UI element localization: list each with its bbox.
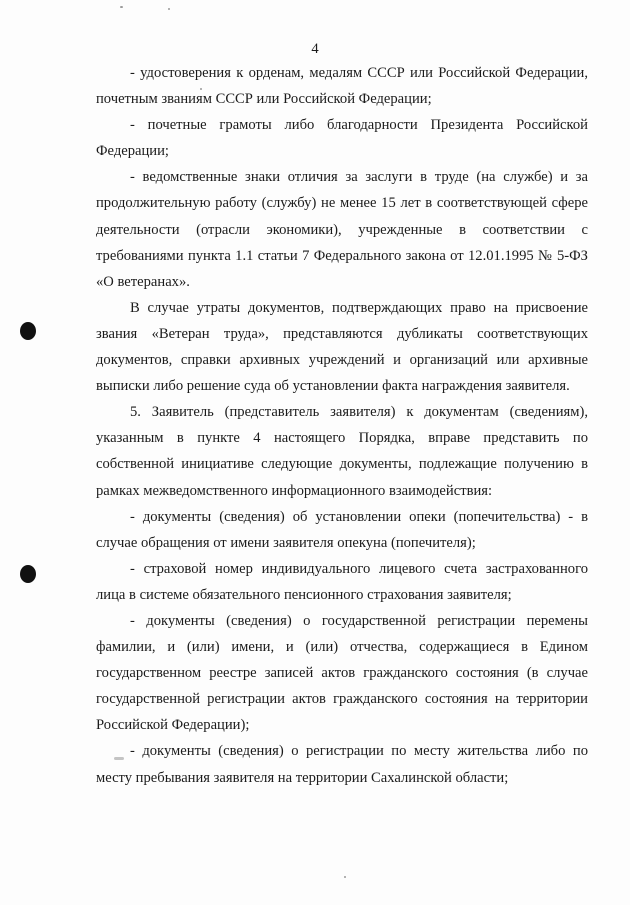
scan-speck (344, 876, 346, 878)
scan-speck (168, 8, 170, 10)
document-body (96, 60, 588, 791)
paragraph-guardianship: - документы (сведения) об установлении опеки (попечительства) - в случае обращения от имени заявителя опекуна (попечителя); (96, 508, 588, 551)
paragraph-insurance-number: - страховой номер индивидуального лицевого счета застрахованного лица в системе обязательного пенсионного страхования заявителя; (96, 560, 588, 603)
paragraph-order-certificates: - удостоверения к орденам, медалям СССР или Российской Федерации, почетным званиям СССР или Российской Федерации; (96, 65, 588, 108)
scan-speck (120, 6, 123, 8)
paragraph-departmental-insignia: - ведомственные знаки отличия за заслуги в труде (на службе) и за продолжительную работу (службу) не менее 15 лет в соответствующей сфере деятельности (отрасли экономики), учрежденные в соответствии с требованиями пункта 1.1 статьи 7 Федерального закона от 12.01.1995 № 5-ФЗ «О ветеранах». (96, 169, 588, 290)
scan-speck (200, 88, 202, 90)
paragraph-residence-registration: - документы (сведения) о регистрации по месту жительства либо по месту пребывания заявителя на территории Сахалинской области; (96, 743, 588, 786)
scan-speck (114, 757, 124, 760)
page-number: 4 (311, 41, 319, 57)
paragraph-lost-documents: В случае утраты документов, подтверждающих право на присвоение звания «Ветеран труда», представляются дубликаты соответствующих документов, справки архивных учреждений и организаций или архивные выписки либо решение суда об установлении факта награждения заявителя. (96, 299, 588, 395)
paragraph-item-5: 5. Заявитель (представитель заявителя) к документам (сведениям), указанным в пункте 4 настоящего Порядка, вправе представить по собственной инициативе следующие документы, подлежащие получению в рамках межведомственного информационного взаимодействия: (96, 404, 588, 499)
paragraph-name-change: - документы (сведения) о государственной регистрации перемены фамилии, и (или) имени, и (или) отчества, содержащиеся в Едином государственном реестре записей актов гражданского состояния (в случае государственной регистрации актов гражданского состояния на территории Российской Федерации); (96, 612, 588, 734)
paragraph-president-awards: - почетные грамоты либо благодарности Президента Российской Федерации; (96, 117, 588, 160)
punch-hole-mark (20, 565, 36, 583)
punch-hole-mark (20, 322, 36, 340)
